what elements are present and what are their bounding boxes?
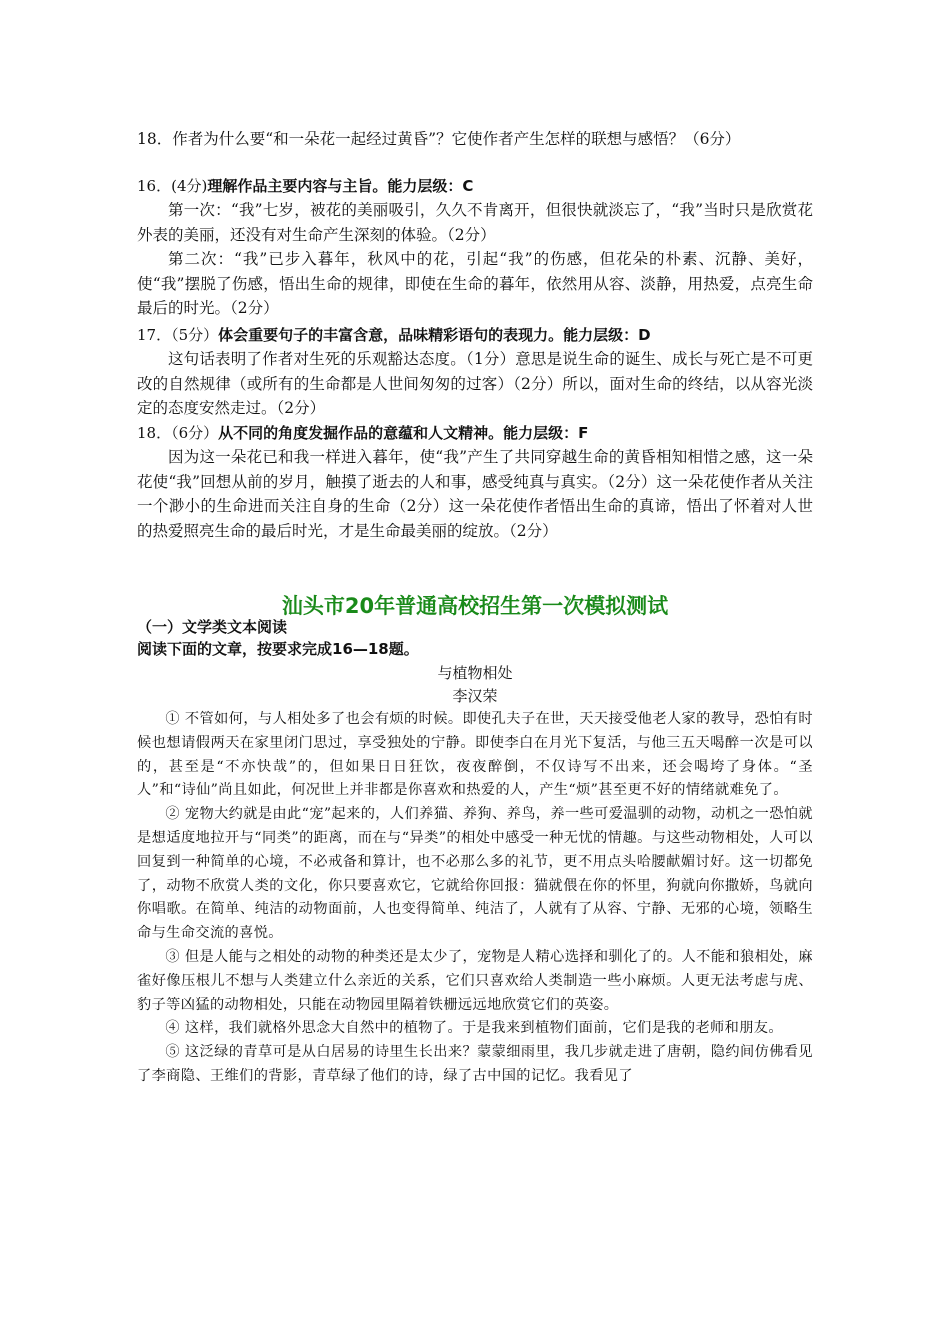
answer-18-heading xyxy=(137,421,813,445)
answer-16-heading xyxy=(137,174,813,198)
reading-section xyxy=(137,616,813,1089)
answer-16-number: 16．(4分) xyxy=(137,177,208,195)
answer-17-number: 17．（5分） xyxy=(137,326,219,344)
answer-16-first: 第一次：“我”七岁，被花的美丽吸引，久久不肯离开，但很快就淡忘了，“我”当时只是欣赏花外表的美丽，还没有对生命产生深刻的体验。（2分） xyxy=(137,201,813,244)
answer-16 xyxy=(137,174,813,321)
question-18-prompt: 18．作者为什么要“和一朵花一起经过黄昏”？它使作者产生怎样的联想与感悟？（6分） xyxy=(137,130,741,148)
article-title: 与植物相处 xyxy=(437,664,513,682)
answer-16-second: 第二次：“我”已步入暮年，秋风中的花，引起“我”的伤感，但花朵的朴素、沉静、美好，使“我”摆脱了伤感，悟出生命的规律，即使在生命的暮年，依然用从容、淡静，用热爱，点亮生命最后的时光。（2分） xyxy=(137,250,813,318)
article-paragraph-5: ⑤ 这泛绿的青草可是从白居易的诗里生长出来？蒙蒙细雨里，我几步就走进了唐朝，隐约间仿佛看见了李商隐、王维们的背影，青草绿了他们的诗，绿了古中国的记忆。我看见了 xyxy=(137,1044,813,1084)
section-heading: （一）文学类文本阅读 xyxy=(137,618,288,636)
article-paragraph-3: ③ 但是人能与之相处的动物的种类还是太少了，宠物是人精心选择和驯化了的。人不能和狼相处，麻雀好像压根儿不想与人类建立什么亲近的关系，它们只喜欢给人类制造一些小麻烦。人更无法考虑与虎、豹子等凶猛的动物相处，只能在动物园里隔着铁栅远远地欣赏它们的英姿。 xyxy=(137,948,813,1013)
article-author: 李汉荣 xyxy=(452,687,498,705)
answer-18-title: 从不同的角度发掘作品的意蕴和人文精神。能力层级：F xyxy=(218,424,589,442)
answer-18 xyxy=(137,421,813,543)
answer-16-title: 理解作品主要内容与主旨。能力层级：C xyxy=(207,177,474,195)
article-paragraph-1: ① 不管如何，与人相处多了也会有烦的时候。即使孔夫子在世，天天接受他老人家的教导，恐怕有时候也想请假两天在家里闭门思过，享受独处的宁静。即使李白在月光下复活，与他三五天喝醉一次是可以的，甚至是“不亦快哉”的，但如果日日狂饮，夜夜醉倒，不仅诗写不出来，还会喝垮了身体。“圣人”和“诗仙”尚且如此，何况世上并非都是你喜欢和热爱的人，产生“烦”甚至更不好的情绪就难免了。 xyxy=(137,711,813,799)
exam-title: 汕头市20年普通高校招生第一次模拟测试 xyxy=(281,594,669,618)
answer-17 xyxy=(137,323,813,421)
answer-18-number: 18．（6分） xyxy=(137,424,219,442)
answer-17-heading xyxy=(137,323,813,347)
reading-instruction: 阅读下面的文章，按要求完成16—18题。 xyxy=(137,640,419,658)
article-paragraph-4: ④ 这样，我们就格外思念大自然中的植物了。于是我来到植物们面前，它们是我的老师和朋友。 xyxy=(165,1020,783,1037)
answer-17-text: 这句话表明了作者对生死的乐观豁达态度。（1分）意思是说生命的诞生、成长与死亡是不可更改的自然规律（或所有的生命都是人世间匆匆的过客）（2分）所以，面对生命的终结，以从容光淡定的态度安然走过。（2分） xyxy=(137,350,813,418)
article-paragraph-2: ② 宠物大约就是由此“宠”起来的，人们养猫、养狗、养鸟，养一些可爱温驯的动物，动机之一恐怕就是想适度地拉开与“同类”的距离，而在与“异类”的相处中感受一种无忧的情趣。与这些动物相处，人可以回复到一种简单的心境，不必戒备和算计，也不必那么多的礼节，更不用点头哈腰献媚讨好。这一切都免了，动物不欣赏人类的文化，你只要喜欢它，它就给你回报：猫就偎在你的怀里，狗就向你撒娇，鸟就向你唱歌。在简单、纯洁的动物面前，人也变得简单、纯洁了，人就有了从容、宁静、无邪的心境，领略生命与生命交流的喜悦。 xyxy=(137,806,813,942)
answer-17-title: 体会重要句子的丰富含意，品味精彩语句的表现力。能力层级：D xyxy=(218,326,651,344)
answer-18-text: 因为这一朵花已和我一样进入暮年，使“我”产生了共同穿越生命的黄昏相知相惜之感，这一朵花使“我”回想从前的岁月，触摸了逝去的人和事，感受纯真与真实。（2分）这一朵花使作者从关注一个渺小的生命进而关注自身的生命（2分）这一朵花使作者悟出生命的真谛，悟出了怀着对人世的热爱照亮生命的最后时光，才是生命最美丽的绽放。（2分） xyxy=(137,448,813,540)
